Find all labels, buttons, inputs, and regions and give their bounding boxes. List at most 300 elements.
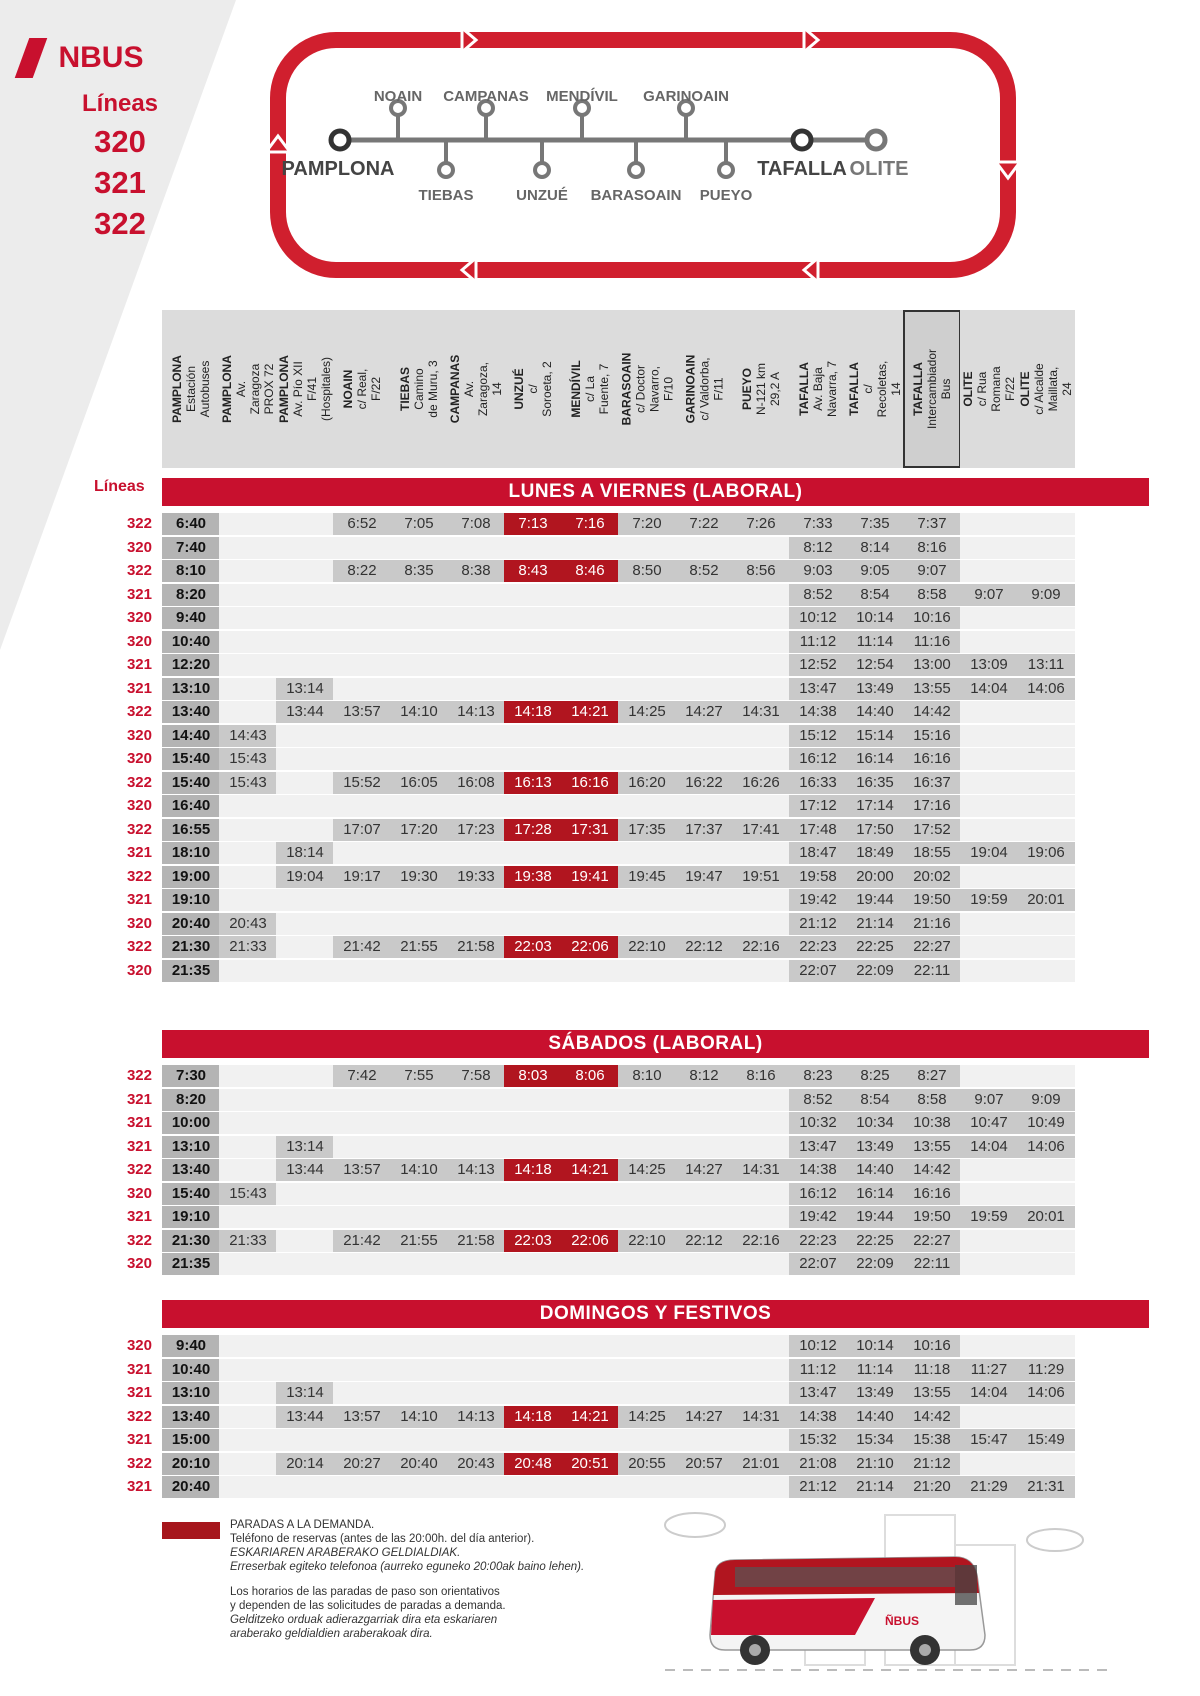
column-header-stop: c/ Soroeta, 2 xyxy=(526,361,554,417)
time-cell: 20:01 xyxy=(1017,1206,1075,1228)
time-cell: 8:52 xyxy=(789,1089,847,1111)
empty-cell xyxy=(447,537,505,559)
time-cell: 13:47 xyxy=(789,678,847,700)
time-cell: 20:43 xyxy=(219,913,277,935)
empty-cell xyxy=(390,842,448,864)
brand-logo xyxy=(22,38,143,78)
time-cell: 13:49 xyxy=(846,1136,904,1158)
column-header-town: BARASOAIN xyxy=(619,352,634,426)
column-header xyxy=(504,310,562,468)
stop-campanas: CAMPANAS xyxy=(443,88,529,105)
empty-cell xyxy=(960,795,1018,817)
column-header-town: NOAIN xyxy=(341,369,355,409)
legend-line: y dependen de las solicitudes de paradas a demanda. xyxy=(230,1600,506,1612)
empty-cell xyxy=(333,584,391,606)
time-cell: 13:44 xyxy=(276,701,334,723)
empty-cell xyxy=(447,889,505,911)
time-cell: 13:40 xyxy=(162,1159,220,1181)
empty-cell xyxy=(447,631,505,653)
empty-cell xyxy=(333,1476,391,1498)
row-line-number: 321 xyxy=(126,1137,152,1155)
time-cell: 10:32 xyxy=(789,1112,847,1134)
empty-cell xyxy=(276,725,334,747)
empty-cell xyxy=(447,584,505,606)
row-line-number: 322 xyxy=(126,1161,152,1178)
column-header xyxy=(447,310,505,468)
time-cell: 14:38 xyxy=(789,1159,847,1181)
empty-cell xyxy=(960,1230,1018,1252)
column-header xyxy=(276,310,334,468)
empty-cell xyxy=(960,1183,1018,1205)
time-cell: 10:47 xyxy=(960,1112,1018,1134)
time-cell: 14:21 xyxy=(561,1159,619,1181)
time-cell: 21:35 xyxy=(162,1253,220,1275)
empty-cell xyxy=(1017,772,1075,794)
time-cell: 9:05 xyxy=(846,560,904,582)
empty-cell xyxy=(447,842,505,864)
empty-cell xyxy=(276,936,334,958)
time-cell: 18:55 xyxy=(903,842,961,864)
empty-cell xyxy=(333,842,391,864)
time-cell: 19:38 xyxy=(504,866,562,888)
line-number-322: 322 xyxy=(94,206,146,241)
time-cell: 16:35 xyxy=(846,772,904,794)
time-cell: 11:12 xyxy=(789,1359,847,1381)
row-line-number: 320 xyxy=(126,1184,152,1202)
empty-cell xyxy=(504,1112,562,1134)
time-cell: 21:33 xyxy=(219,936,277,958)
empty-cell xyxy=(276,607,334,629)
time-cell: 8:58 xyxy=(903,1089,961,1111)
empty-cell xyxy=(1017,1253,1075,1275)
column-header-town: OLITE xyxy=(961,371,975,407)
empty-cell xyxy=(276,1065,334,1087)
empty-cell xyxy=(219,1335,277,1357)
row-line-number: 321 xyxy=(126,679,152,697)
time-cell: 15:38 xyxy=(903,1429,961,1451)
row-line-number: 320 xyxy=(126,1255,152,1272)
table-row xyxy=(100,1183,1150,1205)
section-header: LUNES A VIERNES (LABORAL) xyxy=(162,478,1149,506)
empty-cell xyxy=(618,1382,676,1404)
empty-cell xyxy=(276,1335,334,1357)
time-cell: 17:20 xyxy=(390,819,448,841)
empty-cell xyxy=(960,913,1018,935)
empty-cell xyxy=(504,1206,562,1228)
row-line-number: 320 xyxy=(126,609,152,626)
table-row xyxy=(100,1136,1150,1158)
empty-cell xyxy=(561,913,619,935)
time-cell: 10:16 xyxy=(903,1335,961,1357)
time-cell: 8:38 xyxy=(447,560,505,582)
empty-cell xyxy=(333,795,391,817)
column-header xyxy=(846,310,904,468)
row-line-number: 322 xyxy=(126,773,152,791)
time-cell: 11:27 xyxy=(960,1359,1018,1381)
legend-line: Gelditzeko orduak adierazgarriak dira eta eskariaren xyxy=(230,1614,498,1626)
time-cell: 7:22 xyxy=(675,513,733,535)
empty-cell xyxy=(960,725,1018,747)
empty-cell xyxy=(504,725,562,747)
empty-cell xyxy=(1017,1335,1075,1357)
empty-cell xyxy=(732,960,790,982)
empty-cell xyxy=(447,1335,505,1357)
empty-cell xyxy=(447,1429,505,1451)
empty-cell xyxy=(390,1136,448,1158)
time-cell: 17:50 xyxy=(846,819,904,841)
empty-cell xyxy=(219,654,277,676)
empty-cell xyxy=(390,1089,448,1111)
empty-cell xyxy=(219,1253,277,1275)
empty-cell xyxy=(219,701,277,723)
empty-cell xyxy=(276,819,334,841)
table-row xyxy=(100,1453,1150,1475)
empty-cell xyxy=(276,913,334,935)
empty-cell xyxy=(1017,1183,1075,1205)
time-cell: 8:20 xyxy=(162,1089,220,1111)
table-row xyxy=(100,584,1150,606)
row-line-number: 321 xyxy=(126,1090,152,1108)
time-cell: 14:21 xyxy=(561,701,619,723)
legend-text xyxy=(230,1518,650,1641)
time-cell: 19:44 xyxy=(846,1206,904,1228)
empty-cell xyxy=(960,1335,1018,1357)
empty-cell xyxy=(504,1335,562,1357)
empty-cell xyxy=(219,1112,277,1134)
empty-cell xyxy=(504,537,562,559)
section-header: DOMINGOS Y FESTIVOS xyxy=(162,1300,1149,1328)
empty-cell xyxy=(561,1183,619,1205)
time-cell: 22:07 xyxy=(789,960,847,982)
empty-cell xyxy=(390,725,448,747)
time-cell: 22:12 xyxy=(675,936,733,958)
column-header-town: TAFALLA xyxy=(797,362,811,416)
empty-cell xyxy=(732,1253,790,1275)
empty-cell xyxy=(390,607,448,629)
time-cell: 20:57 xyxy=(675,1453,733,1475)
time-cell: 8:23 xyxy=(789,1065,847,1087)
time-cell: 19:10 xyxy=(162,889,220,911)
empty-cell xyxy=(276,772,334,794)
empty-cell xyxy=(675,1183,733,1205)
time-cell: 7:13 xyxy=(504,513,562,535)
empty-cell xyxy=(618,631,676,653)
time-cell: 9:09 xyxy=(1017,1089,1075,1111)
time-cell: 16:14 xyxy=(846,1183,904,1205)
stop-noain: NOAIN xyxy=(373,88,423,105)
time-cell: 21:01 xyxy=(732,1453,790,1475)
empty-cell xyxy=(732,842,790,864)
empty-cell xyxy=(1017,913,1075,935)
empty-cell xyxy=(618,889,676,911)
empty-cell xyxy=(276,631,334,653)
empty-cell xyxy=(390,1359,448,1381)
time-cell: 7:08 xyxy=(447,513,505,535)
empty-cell xyxy=(675,1112,733,1134)
empty-cell xyxy=(504,842,562,864)
lines-title: Líneas xyxy=(81,90,159,117)
time-cell: 14:25 xyxy=(618,701,676,723)
empty-cell xyxy=(333,678,391,700)
time-cell: 20:40 xyxy=(162,913,220,935)
route-loop xyxy=(278,40,1008,270)
time-cell: 11:18 xyxy=(903,1359,961,1381)
time-cell: 13:09 xyxy=(960,654,1018,676)
time-cell: 14:31 xyxy=(732,701,790,723)
time-cell: 11:14 xyxy=(846,631,904,653)
empty-cell xyxy=(561,631,619,653)
empty-cell xyxy=(675,654,733,676)
empty-cell xyxy=(504,654,562,676)
row-line-number: 320 xyxy=(126,750,152,767)
empty-cell xyxy=(675,607,733,629)
time-cell: 17:28 xyxy=(504,819,562,841)
time-cell: 21:12 xyxy=(903,1453,961,1475)
time-cell: 19:17 xyxy=(333,866,391,888)
empty-cell xyxy=(561,654,619,676)
time-cell: 8:58 xyxy=(903,584,961,606)
time-cell: 14:18 xyxy=(504,1406,562,1428)
empty-cell xyxy=(504,1253,562,1275)
time-cell: 14:06 xyxy=(1017,1136,1075,1158)
time-cell: 22:03 xyxy=(504,936,562,958)
time-cell: 21:16 xyxy=(903,913,961,935)
time-cell: 20:00 xyxy=(846,866,904,888)
empty-cell xyxy=(618,913,676,935)
empty-cell xyxy=(504,1476,562,1498)
empty-cell xyxy=(333,1429,391,1451)
column-header-town: TAFALLA xyxy=(911,362,926,416)
empty-cell xyxy=(561,1382,619,1404)
empty-cell xyxy=(732,678,790,700)
empty-cell xyxy=(960,560,1018,582)
terminal-tafalla: TAFALLA xyxy=(757,158,847,180)
empty-cell xyxy=(390,1382,448,1404)
empty-cell xyxy=(447,1112,505,1134)
time-cell: 19:30 xyxy=(390,866,448,888)
time-cell: 15:16 xyxy=(903,725,961,747)
table-row xyxy=(100,678,1150,700)
empty-cell xyxy=(675,1476,733,1498)
empty-cell xyxy=(333,889,391,911)
table-row xyxy=(100,795,1150,817)
empty-cell xyxy=(561,725,619,747)
time-cell: 13:14 xyxy=(276,678,334,700)
empty-cell xyxy=(333,654,391,676)
empty-cell xyxy=(618,1089,676,1111)
empty-cell xyxy=(219,631,277,653)
time-cell: 14:10 xyxy=(390,701,448,723)
time-cell: 14:18 xyxy=(504,701,562,723)
table-row xyxy=(100,936,1150,958)
demand-legend-swatch xyxy=(162,1522,220,1539)
time-cell: 16:26 xyxy=(732,772,790,794)
column-header-town: CAMPANAS xyxy=(448,354,463,424)
empty-cell xyxy=(219,889,277,911)
column-header-town: OLITE xyxy=(1018,371,1032,407)
time-cell: 21:35 xyxy=(162,960,220,982)
time-cell: 13:57 xyxy=(333,701,391,723)
time-cell: 15:40 xyxy=(162,748,220,770)
time-cell: 10:12 xyxy=(789,607,847,629)
empty-cell xyxy=(1017,960,1075,982)
empty-cell xyxy=(504,913,562,935)
time-cell: 21:55 xyxy=(390,1230,448,1252)
empty-cell xyxy=(276,560,334,582)
time-cell: 19:59 xyxy=(960,889,1018,911)
time-cell: 14:10 xyxy=(390,1406,448,1428)
time-cell: 22:23 xyxy=(789,936,847,958)
row-line-number: 322 xyxy=(126,938,152,955)
empty-cell xyxy=(504,748,562,770)
time-cell: 14:18 xyxy=(504,1159,562,1181)
empty-cell xyxy=(219,1406,277,1428)
empty-cell xyxy=(561,795,619,817)
time-cell: 8:50 xyxy=(618,560,676,582)
time-cell: 20:01 xyxy=(1017,889,1075,911)
time-cell: 15:40 xyxy=(162,772,220,794)
empty-cell xyxy=(276,748,334,770)
time-cell: 14:27 xyxy=(675,701,733,723)
empty-cell xyxy=(333,1136,391,1158)
time-cell: 10:40 xyxy=(162,1359,220,1381)
column-header-stop: Camino de Muru, 3 xyxy=(412,360,440,418)
time-cell: 21:30 xyxy=(162,936,220,958)
empty-cell xyxy=(618,1206,676,1228)
time-cell: 22:10 xyxy=(618,1230,676,1252)
time-cell: 10:38 xyxy=(903,1112,961,1134)
bus-icon xyxy=(710,1557,985,1665)
column-header-stop: N-121 km 29,2 A xyxy=(754,363,782,416)
time-cell: 13:49 xyxy=(846,1382,904,1404)
time-cell: 13:11 xyxy=(1017,654,1075,676)
time-cell: 22:23 xyxy=(789,1230,847,1252)
time-cell: 10:49 xyxy=(1017,1112,1075,1134)
time-cell: 16:22 xyxy=(675,772,733,794)
time-cell: 20:48 xyxy=(504,1453,562,1475)
time-cell: 8:06 xyxy=(561,1065,619,1087)
time-cell: 19:47 xyxy=(675,866,733,888)
time-cell: 20:55 xyxy=(618,1453,676,1475)
empty-cell xyxy=(447,960,505,982)
empty-cell xyxy=(1017,819,1075,841)
empty-cell xyxy=(675,1089,733,1111)
time-cell: 17:23 xyxy=(447,819,505,841)
time-cell: 17:12 xyxy=(789,795,847,817)
empty-cell xyxy=(732,1476,790,1498)
empty-cell xyxy=(219,607,277,629)
empty-cell xyxy=(561,1429,619,1451)
time-cell: 10:00 xyxy=(162,1112,220,1134)
time-cell: 7:37 xyxy=(903,513,961,535)
column-header-stop: Estación Autobuses xyxy=(184,360,212,418)
empty-cell xyxy=(960,772,1018,794)
stop-mendivil: MENDÍVIL xyxy=(546,88,618,105)
table-row xyxy=(100,866,1150,888)
empty-cell xyxy=(276,1206,334,1228)
time-cell: 9:07 xyxy=(960,584,1018,606)
empty-cell xyxy=(276,1476,334,1498)
time-cell: 19:50 xyxy=(903,1206,961,1228)
stop-garinoain: GARINOAIN xyxy=(643,88,729,105)
empty-cell xyxy=(960,748,1018,770)
empty-cell xyxy=(618,1476,676,1498)
time-cell: 16:08 xyxy=(447,772,505,794)
time-cell: 13:47 xyxy=(789,1136,847,1158)
time-cell: 7:26 xyxy=(732,513,790,535)
empty-cell xyxy=(1017,748,1075,770)
time-cell: 9:07 xyxy=(960,1089,1018,1111)
empty-cell xyxy=(219,513,277,535)
time-cell: 22:27 xyxy=(903,1230,961,1252)
table-row xyxy=(100,889,1150,911)
terminal-pamplona: PAMPLONA xyxy=(281,158,395,180)
row-line-number: 322 xyxy=(126,515,152,532)
column-header-town: TIEBAS xyxy=(398,367,412,412)
time-cell: 18:47 xyxy=(789,842,847,864)
empty-cell xyxy=(561,1136,619,1158)
time-cell: 22:25 xyxy=(846,1230,904,1252)
empty-cell xyxy=(1017,513,1075,535)
column-header xyxy=(675,310,733,468)
empty-cell xyxy=(1017,1453,1075,1475)
time-cell: 21:30 xyxy=(162,1230,220,1252)
time-cell: 7:30 xyxy=(162,1065,220,1087)
time-cell: 9:03 xyxy=(789,560,847,582)
empty-cell xyxy=(561,889,619,911)
empty-cell xyxy=(390,1206,448,1228)
column-header-stop: Intercambiador Bus xyxy=(925,348,954,430)
time-cell: 13:47 xyxy=(789,1382,847,1404)
time-cell: 21:14 xyxy=(846,1476,904,1498)
time-cell: 17:07 xyxy=(333,819,391,841)
time-cell: 21:12 xyxy=(789,1476,847,1498)
time-cell: 16:16 xyxy=(561,772,619,794)
time-cell: 22:27 xyxy=(903,936,961,958)
empty-cell xyxy=(675,1206,733,1228)
time-cell: 8:46 xyxy=(561,560,619,582)
row-line-number: 322 xyxy=(126,562,152,579)
column-header-stop: c/ Alcalde Maillata, 24 xyxy=(1032,363,1074,415)
time-cell: 14:06 xyxy=(1017,1382,1075,1404)
time-cell: 19:41 xyxy=(561,866,619,888)
time-cell: 13:10 xyxy=(162,678,220,700)
empty-cell xyxy=(561,1359,619,1381)
empty-cell xyxy=(960,1065,1018,1087)
time-cell: 12:52 xyxy=(789,654,847,676)
empty-cell xyxy=(618,537,676,559)
time-cell: 20:43 xyxy=(447,1453,505,1475)
time-cell: 16:12 xyxy=(789,1183,847,1205)
time-cell: 21:42 xyxy=(333,936,391,958)
empty-cell xyxy=(732,1335,790,1357)
time-cell: 17:16 xyxy=(903,795,961,817)
empty-cell xyxy=(447,1136,505,1158)
legend-line: Erreserbak egiteko telefonoa (aurreko eguneko 20:00ak baino lehen). xyxy=(230,1561,585,1573)
empty-cell xyxy=(390,913,448,935)
time-cell: 17:35 xyxy=(618,819,676,841)
time-cell: 14:27 xyxy=(675,1406,733,1428)
empty-cell xyxy=(504,631,562,653)
column-header-stop: Av. Zaragoza, 14 xyxy=(462,361,505,417)
time-cell: 14:42 xyxy=(903,1159,961,1181)
time-cell: 21:55 xyxy=(390,936,448,958)
time-cell: 14:38 xyxy=(789,1406,847,1428)
empty-cell xyxy=(561,1112,619,1134)
column-header-stop: c/ Valdorba, F/11 xyxy=(697,357,726,421)
time-cell: 11:14 xyxy=(846,1359,904,1381)
empty-cell xyxy=(732,1136,790,1158)
